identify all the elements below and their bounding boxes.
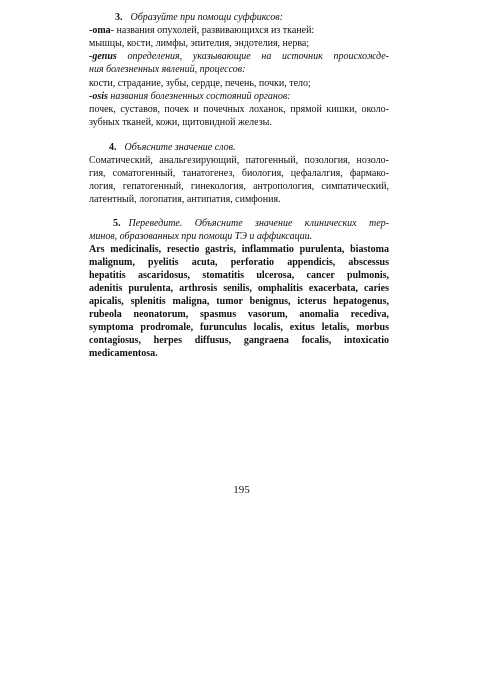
section-4-number: 4.: [109, 142, 117, 153]
term-line-1: Ars medicinalis, resectio gastris, inflammatio purulenta, biastoma: [89, 244, 389, 255]
term-line-8: contagiosus, herpes diffusus, gangraena focalis, intoxicatio: [89, 335, 389, 346]
section-4-line-2: гия, соматогенный, танатогенез, биология, цефалалгия, фармако-: [89, 168, 389, 179]
suffix-oma: -oma: [89, 25, 111, 36]
section-3-line-7: почек, суставов, почек и почечных лоханок, прямой кишки, около-: [89, 104, 389, 115]
term-line-4: adenitis purulenta, arthrosis senilis, omphalitis exacerbata, caries: [89, 283, 389, 294]
section-3-title: Образуйте при помощи суффиксов:: [130, 12, 283, 23]
section-3-line-6-text: названия болезненных состояний органов:: [107, 91, 291, 102]
term-line-9: medicamentosa.: [89, 348, 158, 359]
section-3-line-8: зубных тканей, кожи, щитовидной железы.: [89, 117, 272, 128]
section-3-line-5: кости, страдание, зубы, сердце, печень, почки, тело;: [89, 78, 311, 89]
section-3-heading: [89, 12, 389, 24]
section-3-line-4: ния болезненных явлений, процессов:: [89, 64, 246, 75]
section-4-title: Объясните значение слов.: [124, 142, 236, 153]
section-5-title-line-1: Переведите. Объясните значение клинических тер-: [128, 218, 389, 229]
section-5-number: 5.: [113, 218, 121, 229]
section-5-title-line-2: минов, образованных при помощи ТЭ и аффиксации.: [89, 231, 313, 242]
page-number: 195: [233, 484, 250, 496]
term-line-6: rubeola neonatorum, spasmus vasorum, anomalia recediva,: [89, 309, 389, 320]
section-3-line-3-text: определения, указывающие на источник происхожде-: [116, 51, 389, 62]
term-line-7: symptoma prodromale, furunculus localis, exitus letalis, morbus: [89, 322, 389, 333]
section-3-line-3: [89, 51, 389, 63]
section-4-line-4: латентный, логопатия, антипатия, симфония.: [89, 194, 281, 205]
section-4-line-3: логия, гепатогенный, гинекология, антропология, симпатический,: [89, 181, 389, 192]
term-line-5: apicalis, splenitis maligna, tumor benignus, icterus hepatogenus,: [89, 296, 389, 307]
suffix-osis: -osis: [89, 91, 108, 102]
section-3-line-1-text: - названия опухолей, развивающихся из тканей:: [110, 25, 315, 36]
section-3-line-1: [89, 25, 389, 37]
section-4-line-1: Соматический, анальгезирующий, патогенный, позология, нозоло-: [89, 155, 389, 166]
section-4-heading: [89, 142, 389, 154]
term-line-3: hepatitis ascaridosus, stomatitis ulcerosa, cancer pulmonis,: [89, 270, 389, 281]
section-3-line-2: мышцы, кости, лимфы, эпителия, эндотелия, нерва;: [89, 38, 310, 49]
section-3-number: 3.: [115, 12, 123, 23]
term-line-2: malignum, pyelitis acuta, perforatio appendicis, abscessus: [89, 257, 389, 268]
suffix-genus: -genus: [89, 51, 117, 62]
section-5-heading: [89, 218, 389, 230]
section-3-line-6: [89, 91, 389, 103]
